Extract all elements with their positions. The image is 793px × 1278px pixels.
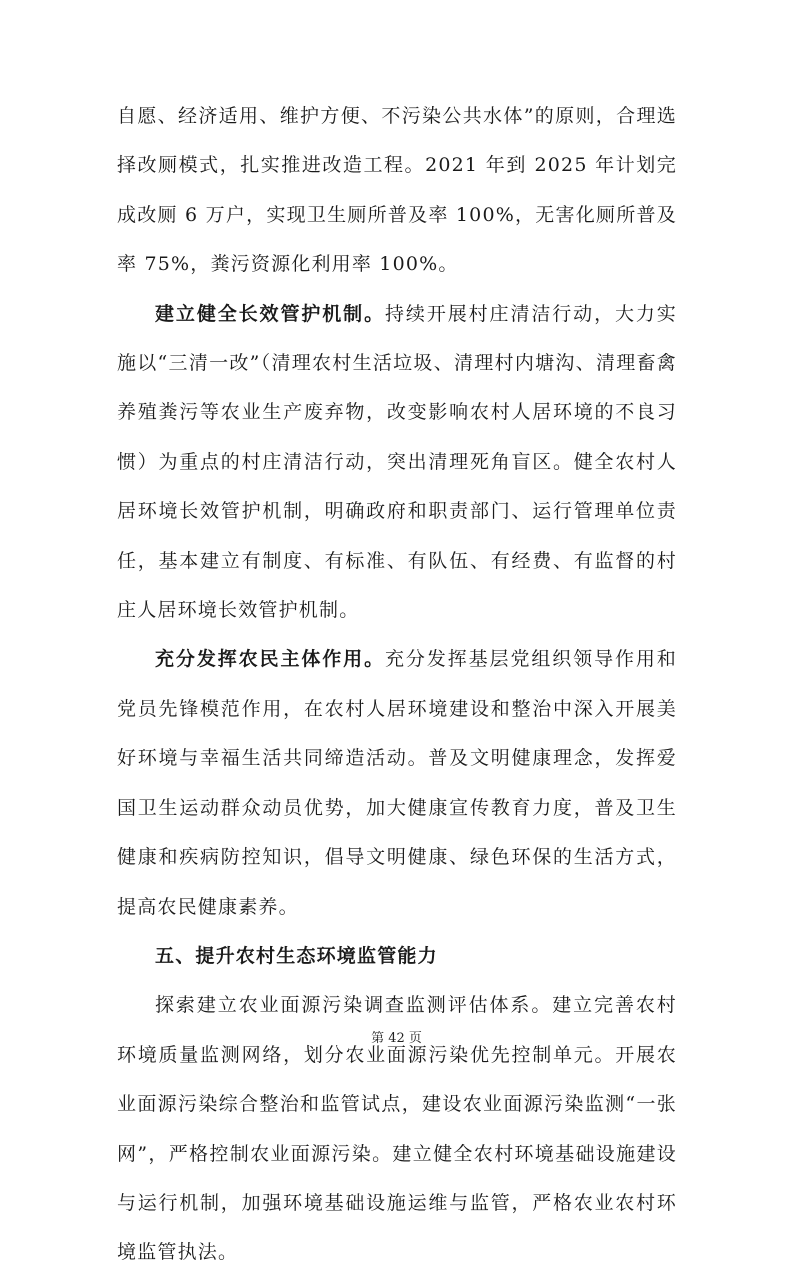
paragraph-farmer-role (117, 635, 677, 931)
paragraph-supervision: 探索建立农业面源污染调查监测评估体系。建立完善农村环境质量监测网络，划分农业面源污染优先控制单元。开展农业面源污染综合整治和监管试点，建设农业面源污染监测“一张网”，严格控制农业面源污染。建立健全农村环境基础设施建设与运行机制，加强环境基础设施运维与监管，严格农业农村环境监管执法。 (117, 994, 677, 1264)
document-body (117, 92, 677, 1278)
paragraph-text-farmer-role: 充分发挥基层党组织领导作用和党员先锋模范作用，在农村人居环境建设和整治中深入开展美好环境与幸福生活共同缔造活动。普及文明健康理念，发挥爱国卫生运动群众动员优势，加大健康宣传教育力度，普及卫生健康和疾病防控知识，倡导文明健康、绿色环保的生活方式，提高农民健康素养。 (117, 648, 678, 918)
section-heading: 五、提升农村生态环境监管能力 (155, 944, 438, 967)
paragraph-long-term-maintenance (117, 290, 677, 636)
paragraph-text-maintenance: 持续开展村庄清洁行动，大力实施以“三清一改”（清理农村生活垃圾、清理村内塘沟、清理畜禽养殖粪污等农业生产废弃物，改变影响农村人居环境的不良习惯）为重点的村庄清洁行动，突出清理死角盲区。健全农村人居环境长效管护机制，明确政府和职责部门、运行管理单位责任，基本建立有制度、有标准、有队伍、有经费、有监督的村庄人居环境长效管护机制。 (117, 302, 678, 622)
paragraph-toilet-renovation: 自愿、经济适用、维护方便、不污染公共水体”的原则，合理选择改厕模式，扎实推进改造工程。2021 年到 2025 年计划完成改厕 6 万户，实现卫生厕所普及率 100%，无害化厕所普及率 75%，粪污资源化利用率 100%。 (117, 105, 677, 276)
paragraph-lead-farmer-role: 充分发挥农民主体作用。 (155, 648, 385, 671)
paragraph-lead-maintenance: 建立健全长效管护机制。 (155, 302, 385, 325)
page-number: 第 42 页 (371, 1031, 422, 1046)
